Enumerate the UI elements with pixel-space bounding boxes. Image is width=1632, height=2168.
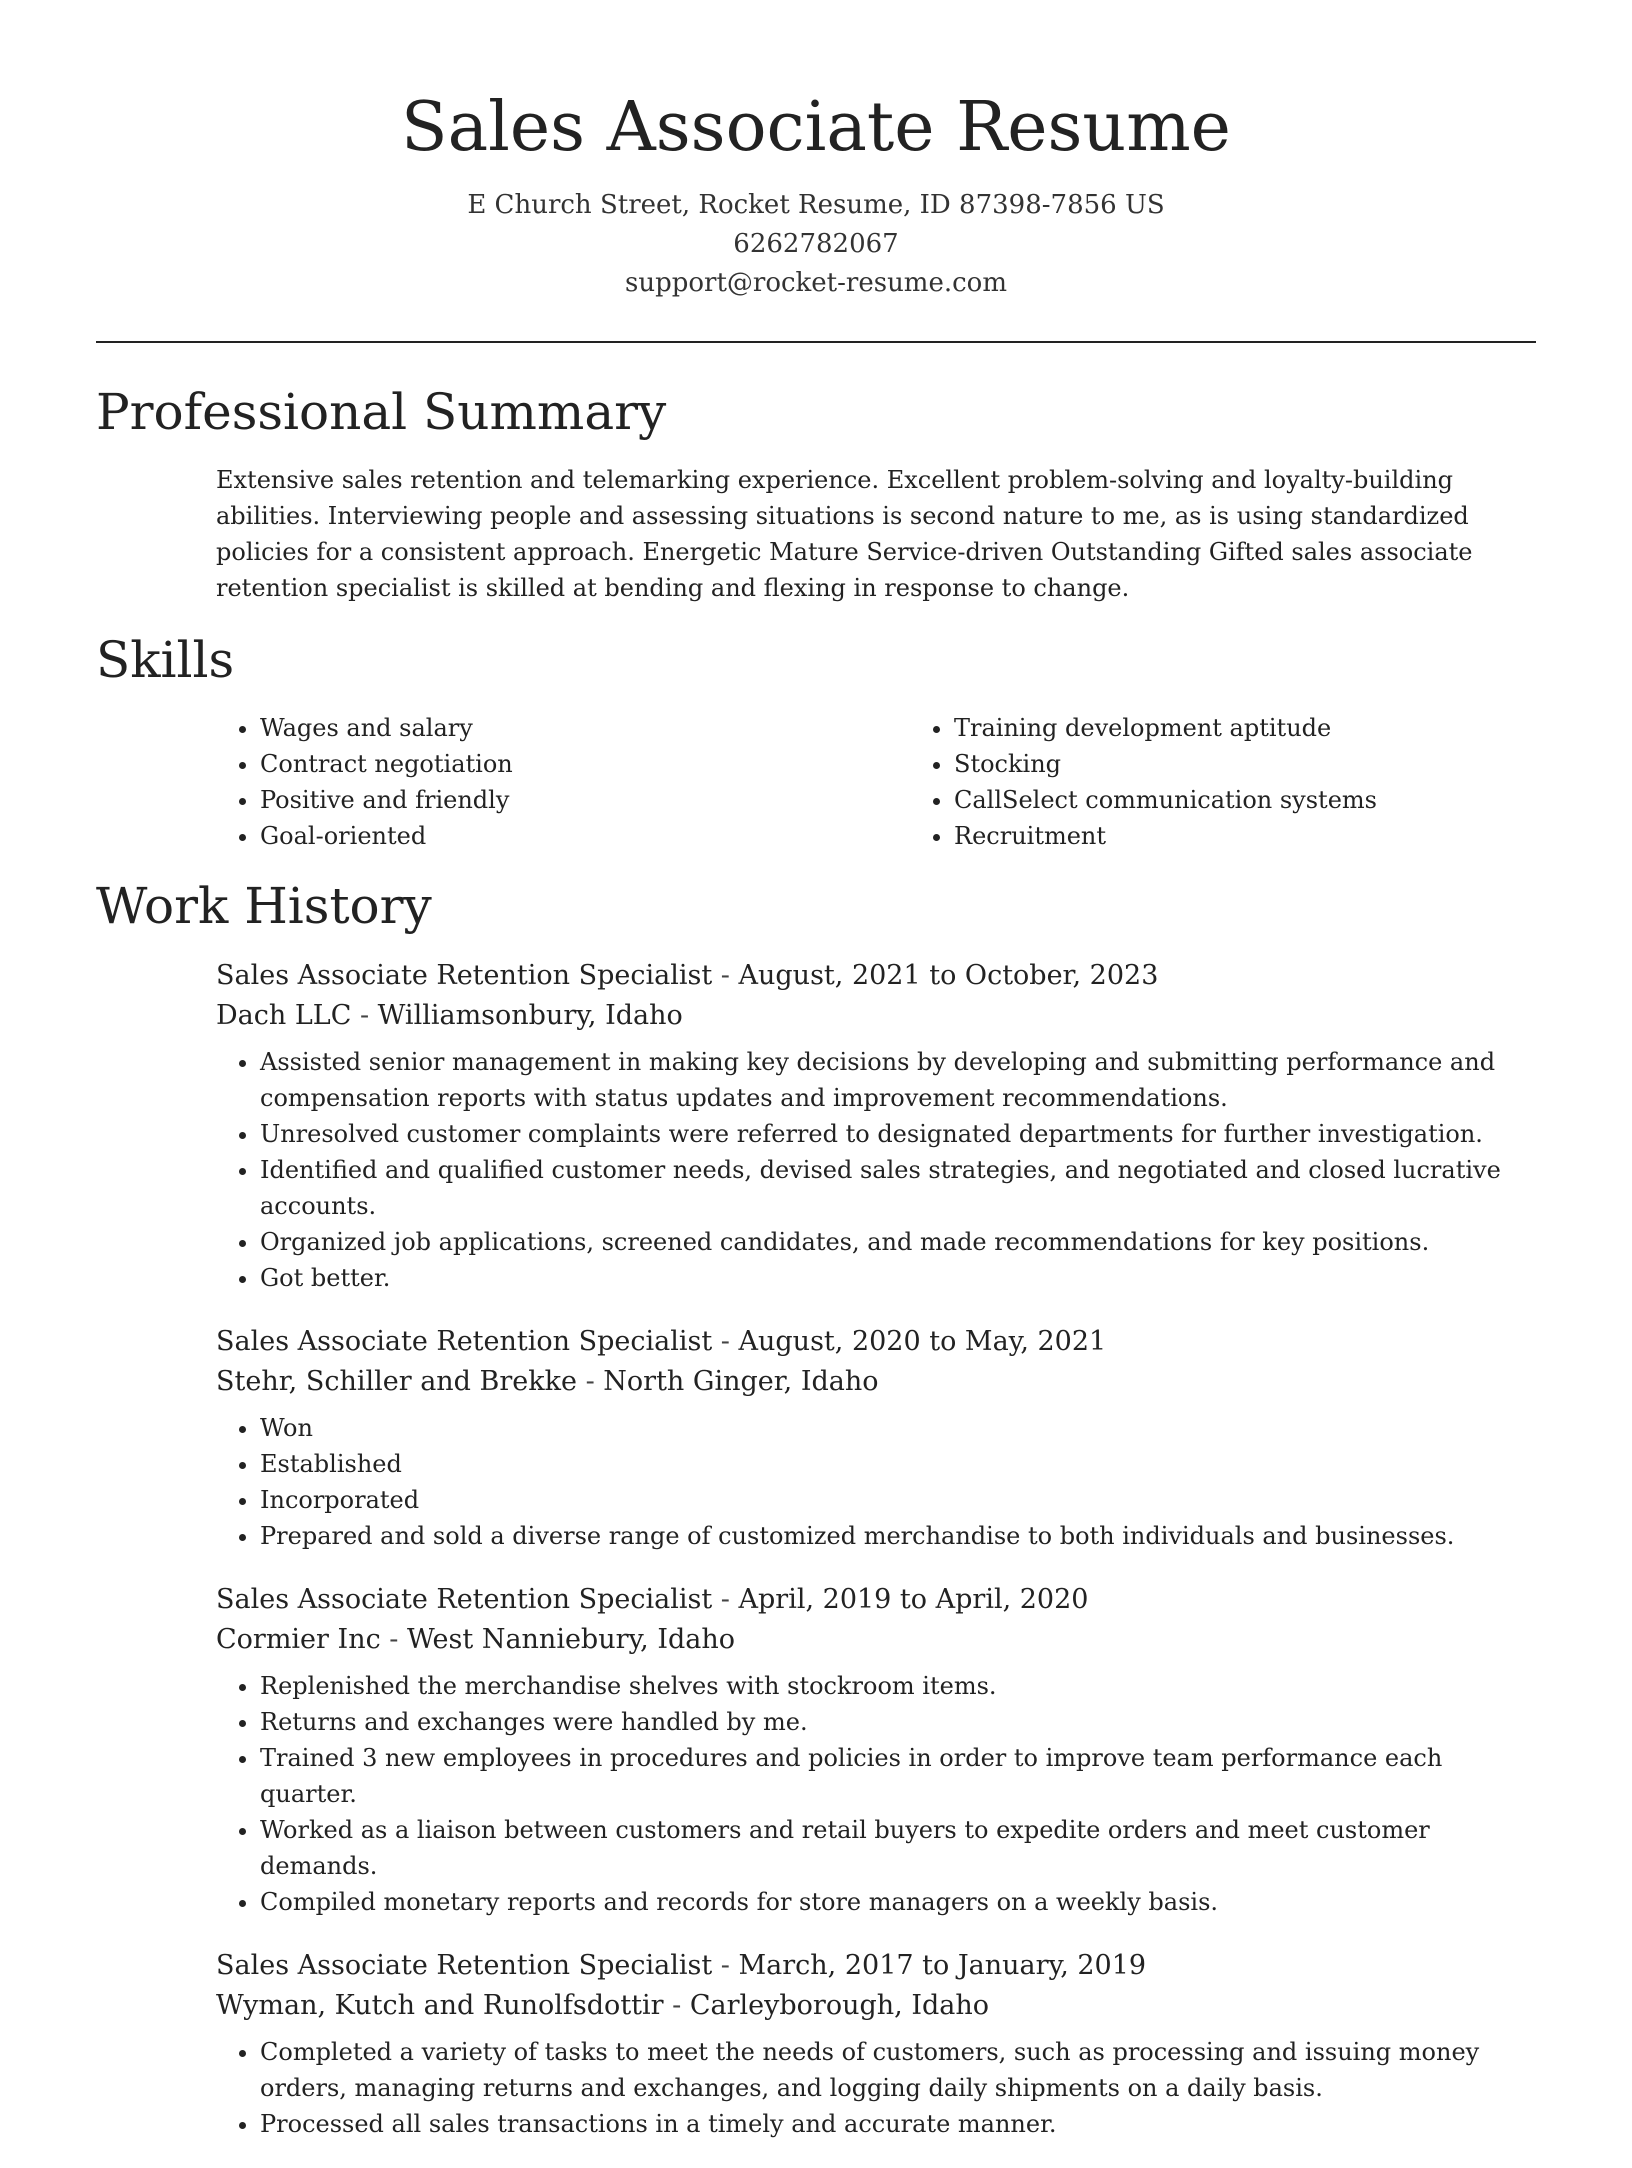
job-dates: March, 2017 to January, 2019 bbox=[738, 1950, 1147, 1981]
skills-column-right bbox=[910, 710, 1604, 854]
job-company: Cormier Inc bbox=[216, 1624, 381, 1655]
skill-item: • Stocking bbox=[954, 746, 1604, 782]
skill-item: • Contract negotiation bbox=[260, 746, 910, 782]
skills-heading: Skills bbox=[96, 631, 235, 689]
job-company-line: Wyman, Kutch and Runolfsdottir - Carleyborough, Idaho bbox=[216, 1990, 990, 2021]
job-company: Wyman, Kutch and Runolfsdottir bbox=[216, 1990, 664, 2021]
job-company-line: Dach LLC - Williamsonbury, Idaho bbox=[216, 1000, 683, 1031]
skill-item: • Goal-oriented bbox=[260, 818, 910, 854]
job-bullet: • Won bbox=[260, 1410, 1540, 1446]
job-bullet: • Completed a variety of tasks to meet the needs of customers, such as processing and issuing money orders, managing returns and exchanges, and logging daily shipments on a daily basis. bbox=[260, 2034, 1540, 2106]
job-bullet: • Returns and exchanges were handled by me. bbox=[260, 1704, 1540, 1740]
skill-item: • Recruitment bbox=[954, 818, 1604, 854]
job-bullets bbox=[216, 1044, 1540, 1296]
job-bullet: • Prepared and sold a diverse range of customized merchandise to both individuals and businesses. bbox=[260, 1518, 1540, 1554]
skill-item: • Positive and friendly bbox=[260, 782, 910, 818]
address-text: E Church Street, Rocket Resume, ID 87398-7856 US bbox=[467, 190, 1165, 220]
job-title-line: Sales Associate Retention Specialist - August, 2020 to May, 2021 bbox=[216, 1326, 1107, 1357]
job-bullets bbox=[216, 1668, 1540, 1920]
job-title-line: Sales Associate Retention Specialist - August, 2021 to October, 2023 bbox=[216, 960, 1159, 991]
header-divider bbox=[96, 341, 1536, 343]
job-dates: April, 2019 to April, 2020 bbox=[738, 1584, 1089, 1615]
job-bullet: • Unresolved customer complaints were referred to designated departments for further investigation. bbox=[260, 1116, 1540, 1152]
job-entry bbox=[216, 956, 1540, 1296]
job-bullet: • Compiled monetary reports and records for store managers on a weekly basis. bbox=[260, 1884, 1540, 1920]
job-bullet: • Established bbox=[260, 1446, 1540, 1482]
summary-heading: Professional Summary bbox=[96, 383, 667, 441]
phone-text: 6262782067 bbox=[733, 229, 899, 259]
job-bullet: • Assisted senior management in making key decisions by developing and submitting performance and compensation reports with status updates and improvement recommendations. bbox=[260, 1044, 1540, 1116]
job-title-line: Sales Associate Retention Specialist - March, 2017 to January, 2019 bbox=[216, 1950, 1147, 1981]
skills-column-left bbox=[216, 710, 910, 854]
work-history-list bbox=[216, 956, 1540, 2168]
job-company-line: Stehr, Schiller and Brekke - North Ginger, Idaho bbox=[216, 1366, 879, 1397]
job-role: Sales Associate Retention Specialist bbox=[216, 960, 713, 991]
work-history-heading: Work History bbox=[96, 877, 432, 935]
job-company: Dach LLC bbox=[216, 1000, 352, 1031]
skills-list bbox=[216, 710, 1540, 854]
job-entry bbox=[216, 1580, 1540, 1920]
job-company: Stehr, Schiller and Brekke bbox=[216, 1366, 577, 1397]
skill-item: • Training development aptitude bbox=[954, 710, 1604, 746]
summary-text: Extensive sales retention and telemarking experience. Excellent problem-solving and loyalty-building abilities. Interviewing people and assessing situations is second nature to me, as is using standardized policies for a consistent approach. Energetic Mature Service-driven Outstanding Gifted sales associate retention specialist is skilled at bending and flexing in response to change. bbox=[216, 466, 1473, 602]
job-role: Sales Associate Retention Specialist bbox=[216, 1584, 713, 1615]
job-bullet: • Trained 3 new employees in procedures and policies in order to improve team performance each quarter. bbox=[260, 1740, 1540, 1812]
job-location: North Ginger, Idaho bbox=[603, 1366, 879, 1397]
skill-item: • CallSelect communication systems bbox=[954, 782, 1604, 818]
resume-header bbox=[0, 0, 1632, 303]
job-role: Sales Associate Retention Specialist bbox=[216, 1950, 713, 1981]
job-bullet: • Organized job applications, screened candidates, and made recommendations for key positions. bbox=[260, 1224, 1540, 1260]
job-bullets bbox=[216, 1410, 1540, 1554]
job-location: Carleyborough, Idaho bbox=[689, 1990, 990, 2021]
job-location: Williamsonbury, Idaho bbox=[377, 1000, 683, 1031]
job-role: Sales Associate Retention Specialist bbox=[216, 1326, 713, 1357]
job-bullet: • Processed all sales transactions in a timely and accurate manner. bbox=[260, 2106, 1540, 2142]
job-bullets bbox=[216, 2034, 1540, 2142]
job-title-line: Sales Associate Retention Specialist - April, 2019 to April, 2020 bbox=[216, 1584, 1089, 1615]
job-entry bbox=[216, 1946, 1540, 2142]
job-dates: August, 2020 to May, 2021 bbox=[738, 1326, 1107, 1357]
job-bullet: • Got better. bbox=[260, 1260, 1540, 1296]
email-text: support@rocket-resume.com bbox=[624, 268, 1007, 298]
resume-title: Sales Associate Resume bbox=[401, 88, 1231, 167]
job-bullet: • Incorporated bbox=[260, 1482, 1540, 1518]
job-company-line: Cormier Inc - West Nanniebury, Idaho bbox=[216, 1624, 736, 1655]
contact-block bbox=[0, 186, 1632, 303]
job-entry bbox=[216, 1322, 1540, 1554]
job-location: West Nanniebury, Idaho bbox=[407, 1624, 736, 1655]
job-bullet: • Worked as a liaison between customers and retail buyers to expedite orders and meet customer demands. bbox=[260, 1812, 1540, 1884]
skill-item: • Wages and salary bbox=[260, 710, 910, 746]
job-bullet: • Replenished the merchandise shelves with stockroom items. bbox=[260, 1668, 1540, 1704]
job-bullet: • Identified and qualified customer needs, devised sales strategies, and negotiated and closed lucrative accounts. bbox=[260, 1152, 1540, 1224]
job-dates: August, 2021 to October, 2023 bbox=[738, 960, 1159, 991]
